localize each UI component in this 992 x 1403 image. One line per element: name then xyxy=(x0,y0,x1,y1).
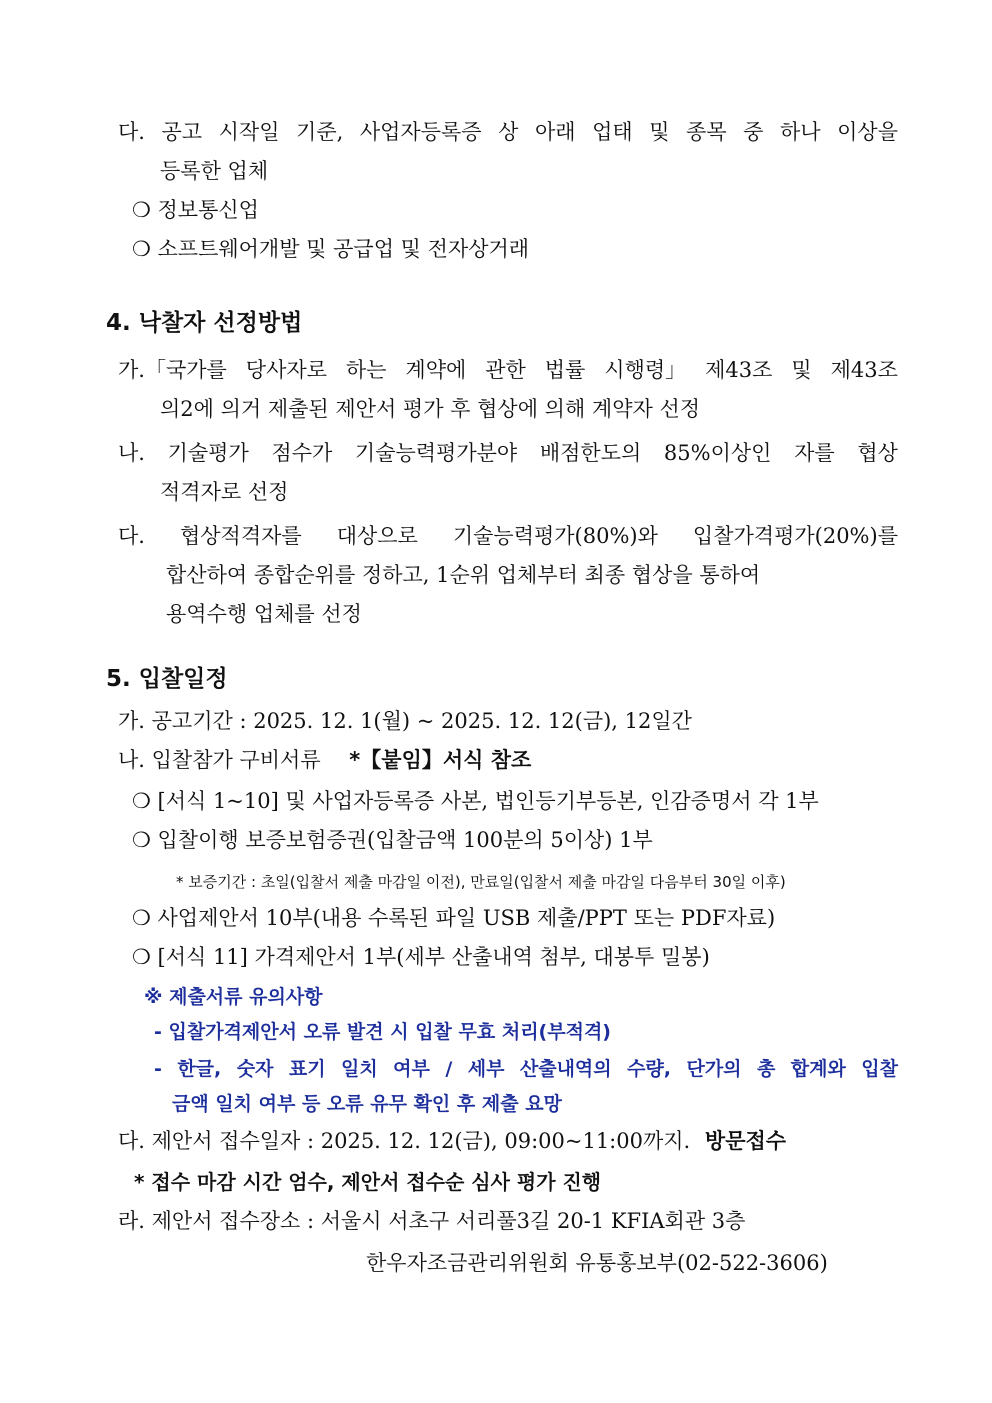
doc-item-4: ❍ [서식 11] 가격제안서 1부(세부 산출내역 첨부, 대봉투 밀봉) xyxy=(132,945,710,969)
caution-item-2-line2: 금액 일치 여부 등 오류 유무 확인 후 제출 요망 xyxy=(172,1093,562,1115)
doc-item-2: ❍ 입찰이행 보증보험증권(입찰금액 100분의 5이상) 1부 xyxy=(132,828,653,852)
section4-na-line1: 나. 기술평가 점수가 기술능력평가분야 배점한도의 85%이상인 자를 협상 xyxy=(118,441,898,465)
caution-item-1: - 입찰가격제안서 오류 발견 시 입찰 무효 처리(부적격) xyxy=(154,1021,611,1043)
doc-item-3: ❍ 사업제안서 10부(내용 수록된 파일 USB 제출/PPT 또는 PDF자료) xyxy=(132,906,776,930)
section5-ra-org: 한우자조금관리위원회 유통홍보부(02-522-3606) xyxy=(366,1251,828,1275)
section3-item-da-line1: 다. 공고 시작일 기준, 사업자등록증 상 아래 업태 및 종목 중 하나 이상을 xyxy=(118,120,898,144)
section3-item-da-line2: 등록한 업체 xyxy=(160,159,269,183)
section4-ga-line1: 가.「국가를 당사자로 하는 계약에 관한 법률 시행령」 제43조 및 제43조 xyxy=(118,358,898,382)
section5-na-ref: *【붙임】서식 참조 xyxy=(349,748,532,772)
section5-ra: 라. 제안서 접수장소 : 서울시 서초구 서리풀3길 20-1 KFIA회관 3층 xyxy=(118,1209,746,1233)
section4-ga-line2: 의2에 의거 제출된 제안서 평가 후 협상에 의해 계약자 선정 xyxy=(160,397,701,421)
section4-na-line2: 적격자로 선정 xyxy=(160,480,289,504)
caution-title: ※ 제출서류 유의사항 xyxy=(144,986,323,1008)
doc-item-1: ❍ [서식 1~10] 및 사업자등록증 사본, 법인등기부등본, 인감증명서 각 1부 xyxy=(132,789,819,813)
section4-da-line3: 용역수행 업체를 선정 xyxy=(166,602,362,626)
doc-item-2-note: * 보증기간 : 초일(입찰서 제출 마감일 이전), 만료일(입찰서 제출 마감일 다음부터 30일 이후) xyxy=(176,873,786,891)
section5-title: 5. 입찰일정 xyxy=(106,666,228,692)
section4-title: 4. 낙찰자 선정방법 xyxy=(106,310,303,336)
section5-da-note: * 접수 마감 시간 엄수, 제안서 접수순 심사 평가 진행 xyxy=(134,1170,602,1194)
bullet-software: ❍ 소프트웨어개발 및 공급업 및 전자상거래 xyxy=(132,237,530,261)
section5-da-text: 다. 제안서 접수일자 : 2025. 12. 12(금), 09:00~11:00까지. xyxy=(118,1129,691,1153)
section5-ga: 가. 공고기간 : 2025. 12. 1(월) ~ 2025. 12. 12(금), 12일간 xyxy=(118,709,692,733)
caution-item-2-line1: - 한글, 숫자 표기 일치 여부 / 세부 산출내역의 수량, 단가의 총 합계와 입찰 xyxy=(154,1058,898,1080)
section5-na-label: 나. 입찰참가 구비서류 xyxy=(118,748,321,772)
section4-da-line1: 다. 협상적격자를 대상으로 기술능력평가(80%)와 입찰가격평가(20%)를 xyxy=(118,524,898,548)
section5-da xyxy=(118,1127,786,1155)
section5-na xyxy=(118,746,531,774)
section5-da-bold: 방문접수 xyxy=(704,1129,787,1153)
bullet-info-comm: ❍ 정보통신업 xyxy=(132,198,259,222)
section4-da-line2: 합산하여 종합순위를 정하고, 1순위 업체부터 최종 협상을 통하여 xyxy=(166,563,761,587)
